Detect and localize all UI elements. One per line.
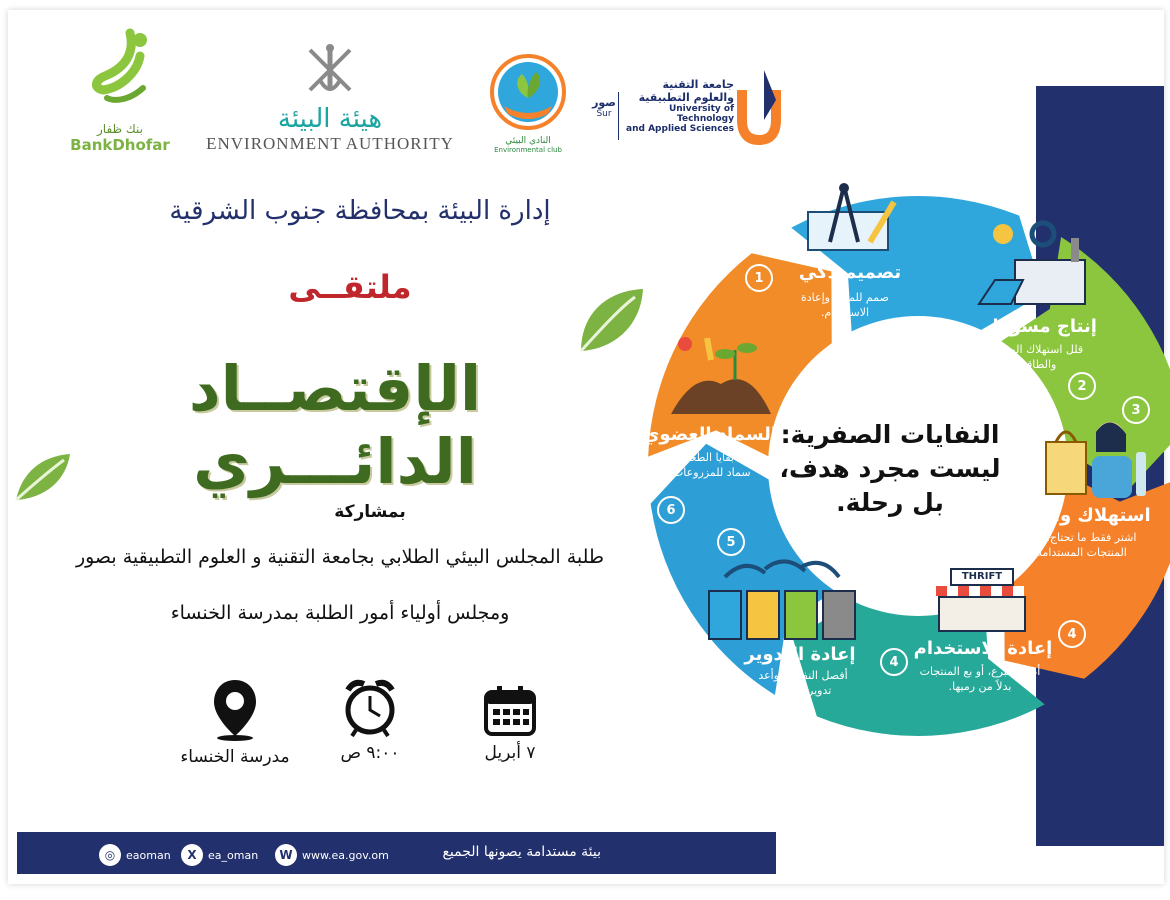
environmental-club-logo	[478, 52, 578, 154]
compost-soil-icon	[665, 330, 775, 418]
bank-dhofar-logo	[70, 28, 170, 154]
factory-solar-icon	[975, 220, 1095, 310]
segment-body-responsible-production: قلل استهلاك الموارد والطاقة.	[990, 343, 1084, 371]
segment-body-conscious-consumption: اشتر فقط ما تحتاج، اختر المنتجات المستدامة.	[1023, 531, 1137, 559]
instagram-icon: ◎	[99, 844, 121, 866]
web-icon: W	[275, 844, 297, 866]
segment-body-reuse: أصلح، تبرع، أو بع المنتجات بدلاً من رميها.	[919, 665, 1041, 693]
segment-title-smart-design: تصميم ذكي	[798, 262, 902, 283]
environmental-club-mark-icon	[486, 52, 570, 132]
segment-number-1: 1	[745, 264, 773, 292]
thrift-shop-illustration	[930, 568, 1030, 632]
segment-body-smart-design: صمم للمتانة وإعادة الاستخدام.	[801, 291, 889, 319]
shopping-bag-icon	[1040, 412, 1150, 502]
location-pin-icon	[210, 678, 260, 742]
environmental-club-arabic: النادي البيئي	[505, 136, 551, 146]
environment-authority-logo	[205, 40, 455, 154]
date-text: ٧ أبريل	[484, 743, 536, 763]
environmental-club-english: Environmental club	[494, 146, 562, 154]
wheel-center-line-2: ليست مجرد هدف،	[779, 454, 1001, 483]
compass-drawing-icon	[800, 182, 900, 254]
bank-dhofar-english: BankDhofar	[70, 136, 170, 154]
segment-title-recycling: إعادة التدوير	[744, 644, 856, 665]
wheel-center-line-1: النفايات الصفرية:	[780, 420, 1000, 449]
time-text: ٩:٠٠ ص	[340, 743, 400, 763]
department-title: إدارة البيئة بمحافظة جنوب الشرقية	[169, 196, 551, 226]
footer-twitter[interactable]: X ea_oman	[181, 844, 258, 866]
location-text: مدرسة الخنساء	[180, 747, 290, 767]
thrift-sign: THRIFT	[950, 568, 1014, 586]
x-twitter-icon: X	[181, 844, 203, 866]
footer-slogan: بيئة مستدامة يصونها الجميع	[442, 844, 601, 860]
bank-dhofar-mark-icon	[85, 28, 155, 118]
footer-instagram[interactable]: ◎ eaoman	[99, 844, 171, 866]
calendar-icon	[483, 684, 537, 738]
segment-title-reuse: إعادة الاستخدام	[913, 638, 1053, 659]
leaf-icon	[575, 285, 647, 355]
participation-label: بمشاركة	[334, 502, 406, 522]
university-english-line1: University of Technology	[668, 104, 734, 124]
wheel-center-line-3: بل رحلة.	[836, 488, 944, 517]
university-mark-icon	[734, 70, 784, 150]
bank-dhofar-arabic: بنك ظفار	[97, 122, 143, 136]
university-branch-english: Sur	[596, 109, 612, 119]
university-english-line2: and Applied Sciences	[626, 124, 734, 134]
main-title: الإقتصــاد الدائـــري	[188, 352, 482, 498]
segment-number-6: 6	[657, 496, 685, 524]
participation-line-1: طلبة المجلس البيئي الطلابي بجامعة التقنية و العلوم التطبيقية بصور	[75, 546, 605, 568]
participation-line-2: ومجلس أولياء أمور الطلبة بمدرسة الخنساء	[170, 602, 510, 624]
environment-authority-english: ENVIRONMENT AUTHORITY	[206, 134, 454, 153]
segment-title-conscious-consumption: استهلاك واعي	[1023, 505, 1151, 526]
segment-number-2: 2	[1068, 372, 1096, 400]
wheel-center-text	[770, 418, 1010, 520]
segment-body-compost: حول بقايا الطعام إلى سماد للمزروعات.	[662, 451, 758, 479]
university-branch-arabic: صور	[592, 96, 616, 109]
footer-website[interactable]: W www.ea.gov.om	[275, 844, 389, 866]
forum-label: ملتقــى	[288, 268, 412, 306]
university-arabic-line1: جامعة التقنية	[662, 78, 734, 91]
segment-number-4b: 4	[880, 648, 908, 676]
alarm-clock-icon	[342, 676, 398, 738]
segment-number-5: 5	[717, 528, 745, 556]
recycling-bins-icon	[705, 555, 860, 643]
segment-number-3: 3	[1122, 396, 1150, 424]
time-info	[310, 676, 430, 763]
university-arabic-line2: والعلوم التطبيقية	[638, 91, 734, 104]
segment-number-4: 4	[1058, 620, 1086, 648]
logo-strip	[0, 0, 1170, 170]
environment-authority-arabic: هيئة البيئة	[277, 104, 383, 134]
date-info	[455, 684, 565, 763]
footer-bar	[17, 832, 776, 874]
segment-title-responsible-production: إنتاج مسؤول	[983, 316, 1097, 337]
oman-emblem-icon	[300, 40, 360, 100]
location-info	[160, 678, 310, 767]
segment-title-compost: السماد العضوي	[642, 424, 778, 445]
university-logo	[588, 64, 788, 154]
segment-body-recycling: أفصل النفايات وأعد تدوير المواد.	[758, 669, 848, 697]
